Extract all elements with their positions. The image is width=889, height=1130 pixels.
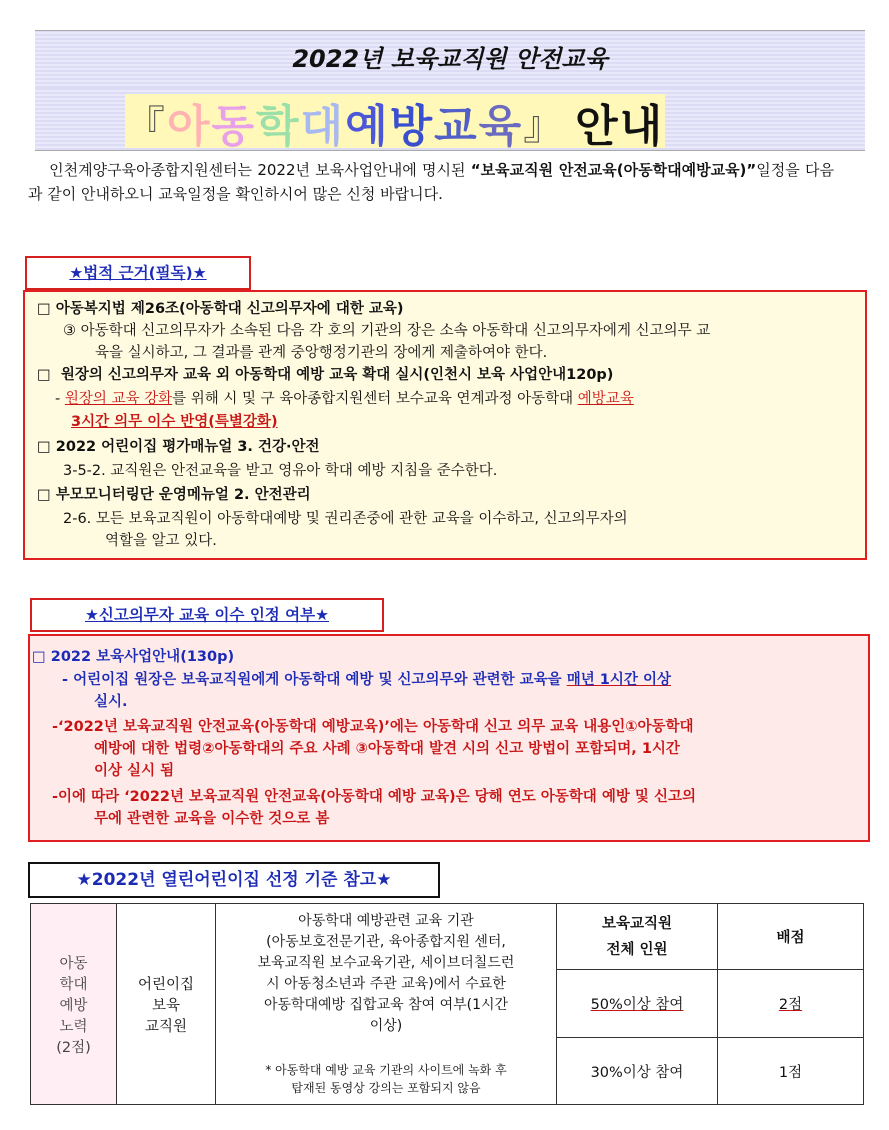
red-text: 예방교육	[577, 391, 634, 407]
cell-line: 예방	[59, 997, 88, 1014]
legal-item-1	[37, 298, 404, 320]
cell-line: 어린이집	[137, 976, 195, 993]
cell-line: 노력	[59, 1018, 88, 1035]
intro-bold: “보육교직원 안전교육(아동학대예방교육)”	[470, 161, 757, 179]
score-value: 2점	[778, 997, 803, 1013]
intro-paragraph	[28, 158, 834, 206]
target-cell	[117, 904, 216, 1105]
score-header-cell: 배점	[718, 904, 864, 970]
section1-title-text: ★법적 근거(필독)★	[69, 264, 207, 282]
title-char: 육	[478, 101, 524, 152]
bullet: □	[37, 439, 51, 455]
section2-title	[30, 598, 384, 632]
title-char: 학	[256, 101, 301, 152]
page-title	[125, 92, 865, 152]
legal-heading: 부모모니터링단 운영메뉴얼 2. 안전관리	[55, 487, 311, 503]
section1-title	[25, 256, 251, 290]
legal-item-3	[37, 436, 320, 458]
legal-text: ③ 아동학대 신고의무자가 소속된 다음 각 호의 기관의 장은 소속 아동학대 신고의무자에게 신고의무 교	[63, 323, 711, 339]
legal-text: 를 위해 시 및 구 육아종합지원센터 보수교육 연계과정 아동학대	[172, 391, 578, 407]
title-char: 예	[345, 101, 390, 152]
cell-line: 아동학대예방 집합교육 참여 여부(1시간	[263, 997, 509, 1013]
legal-item-4	[37, 484, 311, 506]
cell-note: * 아동학대 예방 교육 기관의 사이트에 녹화 후	[265, 1063, 507, 1077]
legal-heading: 2022 어린이집 평가매뉴얼 3. 건강·안전	[55, 439, 320, 455]
red-text: 원장의 교육 강화	[64, 391, 173, 407]
section2-line2-end: 이상 실시 됨	[94, 763, 175, 779]
title-suffix: 안내	[575, 101, 665, 152]
section2-line3: -이에 따라 ‘2022년 보육교직원 안전교육(아동학대 예방 교육)은 당해 연도 아동학대 예방 및 신고의	[52, 789, 696, 805]
section2-heading: □ 2022 보육사업안내(130p)	[32, 649, 235, 665]
cell-line: 학대	[59, 976, 88, 993]
legal-text: 3-5-2. 교직원은 안전교육을 받고 영유아 학대 예방 지침을 준수한다.	[63, 463, 498, 479]
legal-text: 육을 실시하고, 그 결과를 관계 중앙행정기관의 장에게 제출하여야 한다.	[95, 345, 548, 361]
intro-part1: 인천계양구육아종합지원센터는 2022년 보육사업안내에 명시된	[49, 161, 471, 179]
legal-basis-box	[23, 290, 867, 560]
cell-line: 교직원	[144, 1018, 188, 1035]
staff-value: 50%이상 참여	[590, 997, 684, 1013]
section2-line2: -‘2022년 보육교직원 안전교육(아동학대 예방교육)’에는 아동학대 신고 의무 교육 내용인①아동학대	[52, 719, 694, 735]
category-cell	[31, 904, 117, 1105]
bullet: □	[37, 367, 51, 383]
legal-heading: 원장의 신고의무자 교육 외 아동학대 예방 교육 확대 실시(인천시 보육 사업안내120p)	[60, 367, 614, 383]
bullet: □	[37, 487, 51, 503]
cell-line: 전체 인원	[606, 941, 668, 958]
legal-item-2	[37, 364, 613, 386]
blue-text: - 어린이집 원장은 보육교직원에게 아동학대 예방 및 신고의무와 관련한 교육을	[62, 672, 567, 688]
cell-line: 보육	[151, 997, 180, 1014]
underlined-text: 매년 1시간 이상	[566, 672, 671, 688]
criteria-cell	[216, 904, 557, 1105]
legal-text-red-2	[71, 411, 278, 433]
section2-line3-cont: 무에 관련한 교육을 이수한 것으로 봄	[94, 811, 330, 827]
cell-line: 보육교직원 보수교육기관, 세이브더칠드런	[257, 955, 515, 971]
cell-note: 탑재된 동영상 강의는 포함되지 않음	[291, 1081, 481, 1095]
title-char: 아	[167, 101, 212, 152]
selection-criteria-table	[30, 903, 864, 1105]
bullet: □	[37, 301, 51, 317]
section2-title-text: ★신고의무자 교육 이수 인정 여부★	[84, 606, 330, 624]
title-char: 방	[389, 101, 435, 152]
staff-cell	[557, 970, 718, 1038]
score-cell: 1점	[718, 1038, 864, 1105]
cell-line: 이상)	[369, 1018, 403, 1034]
close-bracket: 』	[523, 102, 566, 149]
open-bracket: 『	[125, 102, 167, 149]
legal-text-red	[55, 388, 634, 410]
section2-line2-cont: 예방에 대한 법령②아동학대의 주요 사례 ③아동학대 발견 시의 신고 방법이 포함되며, 1시간	[94, 741, 680, 757]
staff-header-cell	[557, 904, 718, 970]
dash: -	[55, 391, 61, 407]
cell-line: 아동학대 예방관련 교육 기관	[298, 913, 474, 929]
legal-text: 2-6. 모든 보육교직원이 아동학대예방 및 권리존중에 관한 교육을 이수하고, 신고의무자의	[63, 511, 628, 527]
title-char: 대	[300, 101, 346, 152]
section2-line1	[62, 669, 671, 691]
red-text: 3시간 의무 이수 반영(특별강화)	[71, 414, 278, 430]
cell-line: 보육교직원	[601, 915, 673, 932]
legal-text: 역할을 알고 있다.	[105, 533, 217, 549]
title-char: 교	[434, 101, 479, 152]
cell-line: (아동보호전문기관, 육아종합지원 센터,	[266, 934, 506, 950]
score-cell	[718, 970, 864, 1038]
header-subtitle: 2022년 보육교직원 안전교육	[35, 30, 865, 89]
staff-cell: 30%이상 참여	[557, 1038, 718, 1105]
title-char: 동	[211, 101, 257, 152]
section2-line1-cont: 실시.	[94, 694, 128, 710]
cell-line: (2점)	[56, 1039, 91, 1056]
cell-line: 아동	[59, 955, 88, 972]
section3-title: ★2022년 열린어린이집 선정 기준 참고★	[28, 862, 440, 898]
intro-part2: 일정을 다음과 같이 안내하오니 교육일정을 확인하시어 많은 신청 바랍니다.	[28, 161, 835, 203]
legal-heading: 아동복지법 제26조(아동학대 신고의무자에 대한 교육)	[55, 301, 404, 317]
reporter-education-box	[28, 634, 870, 842]
cell-line: 시 아동청소년과 주관 교육)에서 수료한	[266, 976, 506, 992]
